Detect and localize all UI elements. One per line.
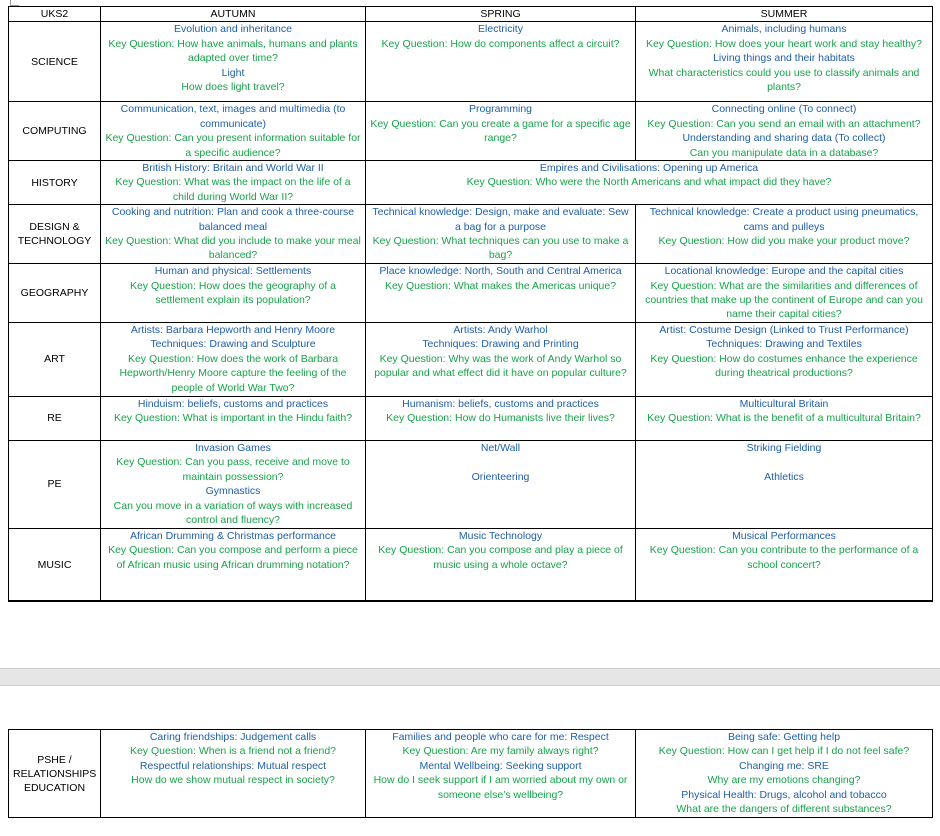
subject-label: PE <box>9 440 101 528</box>
spring-summer-cell <box>366 161 933 205</box>
topic-text: Cooking and nutrition: Plan and cook a three-course balanced meal <box>111 206 355 233</box>
column-header-autumn: AUTUMN <box>101 7 366 22</box>
summer-cell <box>636 730 933 818</box>
key-question-text: Key Question: Why was the work of Andy Warhol so popular and what effect did it have on popular culture? <box>374 352 627 380</box>
key-question-text: Key Question: How does your heart work and stay healthy? <box>645 37 923 50</box>
key-question-text: How does light travel? <box>181 81 285 94</box>
key-question-text: Key Question: How do costumes enhance the experience during theatrical productions? <box>650 352 918 380</box>
subject-row-art <box>9 322 933 396</box>
column-header-spring: SPRING <box>366 7 636 22</box>
subject-label: MUSIC <box>9 528 101 601</box>
spring-cell <box>366 205 636 264</box>
header-row <box>9 7 933 22</box>
topic-text <box>640 455 928 469</box>
autumn-cell <box>101 322 366 396</box>
key-question-text: Key Question: How do Humanists live their lives? <box>386 412 615 425</box>
subject-label: PSHE / RELATIONSHIPS EDUCATION <box>9 730 101 818</box>
key-question-text: Key Question: Can you present information suitable for a specific audience? <box>105 132 361 159</box>
topic-text: Artists: Andy Warhol <box>453 323 548 336</box>
subject-row-design-technology <box>9 205 933 264</box>
autumn-cell <box>101 102 366 161</box>
subject-label: DESIGN & TECHNOLOGY <box>9 205 101 264</box>
autumn-cell <box>101 264 366 323</box>
subject-label: ART <box>9 322 101 396</box>
topic-text: Net/Wall <box>480 441 521 454</box>
topic-text: Techniques: Drawing and Textiles <box>706 338 862 351</box>
key-question-text: Can you move in a variation of ways with increased control and fluency? <box>113 499 353 526</box>
key-question-text: Key Question: What is important in the Hindu faith? <box>113 412 353 425</box>
topic-text: Humanism: beliefs, customs and practices <box>402 397 599 410</box>
key-question-text: Key Question: What makes the Americas unique? <box>384 279 617 292</box>
topic-text: Place knowledge: North, South and Central America <box>379 265 622 278</box>
topic-text: Techniques: Drawing and Printing <box>422 338 579 351</box>
key-question-text: Key Question: Can you compose and perform a piece of African music using African drumming notation? <box>108 544 358 571</box>
summer-cell <box>636 205 933 264</box>
topic-text: British History: Britain and World War II <box>142 162 324 175</box>
topic-text: Multicultural Britain <box>739 397 829 410</box>
key-question-text: How do we show mutual respect in society? <box>131 774 335 787</box>
topic-text: Families and people who care for me: Respect <box>392 731 609 743</box>
key-question-text: Key Question: What is the benefit of a multicultural Britain? <box>647 412 921 425</box>
topic-text: Artists: Barbara Hepworth and Henry Moore <box>130 323 336 336</box>
spring-cell <box>366 264 636 323</box>
topic-text: Changing me: SRE <box>739 759 829 772</box>
key-question-text: Why are my emotions changing? <box>707 774 861 787</box>
spring-cell <box>366 396 636 440</box>
topic-text: Artist: Costume Design (Linked to Trust Performance) <box>659 323 909 336</box>
pshe-table <box>8 729 933 818</box>
spring-cell <box>366 528 636 601</box>
key-question-text: Key Question: How can I get help if I do not feel safe? <box>658 745 910 758</box>
topic-text: African Drumming & Christmas performance <box>130 529 336 542</box>
topic-text: Technical knowledge: Create a product using pneumatics, cams and pulleys <box>649 206 919 233</box>
subject-label: RE <box>9 396 101 440</box>
autumn-cell <box>101 22 366 102</box>
topic-text: Empires and Civilisations: Opening up America <box>539 162 759 175</box>
subject-label: COMPUTING <box>9 102 101 161</box>
key-question-text: Key Question: Can you send an email with an attachment? <box>647 117 921 130</box>
autumn-cell <box>101 528 366 601</box>
key-question-text: Key Question: How have animals, humans and plants adapted over time? <box>108 37 358 65</box>
key-question-text: Key Question: Are my family always right? <box>402 745 599 758</box>
topic-text: Understanding and sharing data (To collect) <box>682 132 886 145</box>
autumn-cell <box>101 440 366 528</box>
topic-text: Evolution and inheritance <box>174 23 292 36</box>
summer-cell <box>636 22 933 102</box>
summer-cell <box>636 322 933 396</box>
subject-label: HISTORY <box>9 161 101 205</box>
key-question-text: Key Question: Can you create a game for a specific age range? <box>370 117 631 145</box>
key-question-text: Key Question: How does the geography of a settlement explain its population? <box>129 279 337 307</box>
spring-cell <box>366 440 636 528</box>
key-question-text: Key Question: Can you compose and play a piece of music using a whole octave? <box>378 544 623 571</box>
key-question-text: Can you manipulate data in a database? <box>689 146 879 159</box>
key-question-text: Key Question: When is a friend not a friend? <box>129 745 337 758</box>
topic-text: Orienteering <box>471 470 530 483</box>
key-question-text: What characteristics could you use to classify animals and plants? <box>648 66 920 94</box>
curriculum-table <box>8 6 933 602</box>
autumn-cell <box>101 161 366 205</box>
spring-cell <box>366 322 636 396</box>
topic-text: Respectful relationships: Mutual respect <box>139 759 327 772</box>
summer-cell <box>636 264 933 323</box>
spring-cell <box>366 22 636 102</box>
topic-text: Athletics <box>764 470 804 483</box>
topic-text: Striking Fielding <box>746 441 822 454</box>
key-question-text: Key Question: What did you include to make your meal balanced? <box>105 235 361 262</box>
topic-text: Gymnastics <box>205 485 261 498</box>
topic-text: Programming <box>468 103 533 116</box>
topic-text: Invasion Games <box>195 441 271 454</box>
key-question-text: Key Question: How did you make your product move? <box>658 235 910 248</box>
topic-text: Physical Health: Drugs, alcohol and tobacco <box>681 788 887 801</box>
key-question-text: Key Question: What techniques can you use to make a bag? <box>372 235 629 262</box>
spring-cell <box>366 730 636 818</box>
autumn-cell <box>101 205 366 264</box>
subject-row-computing <box>9 102 933 161</box>
topic-text: Technical knowledge: Design, make and evaluate: Sew a bag for a purpose <box>372 206 629 233</box>
topic-text: Musical Performances <box>732 529 836 542</box>
topic-text: Music Technology <box>458 529 543 542</box>
summer-cell <box>636 102 933 161</box>
key-question-text: Key Question: What are the similarities and differences of countries that make up the continent of Europe and can you name their capital cities? <box>645 279 923 321</box>
topic-text: Animals, including humans <box>721 23 847 36</box>
key-question-text: Key Question: Who were the North Americans and what impact did they have? <box>466 176 832 189</box>
key-question-text: Key Question: How do components affect a circuit? <box>381 37 620 50</box>
topic-text: Electricity <box>478 23 523 36</box>
key-question-text: What are the dangers of different substances? <box>676 803 892 816</box>
subject-row-re <box>9 396 933 440</box>
key-question-text: How do I seek support if I am worried about my own or someone else’s wellbeing? <box>373 774 628 801</box>
subject-label: GEOGRAPHY <box>9 264 101 323</box>
autumn-cell <box>101 396 366 440</box>
summer-cell <box>636 440 933 528</box>
topic-text: Human and physical: Settlements <box>154 265 312 278</box>
subject-row-history <box>9 161 933 205</box>
topic-text: Light <box>221 66 245 79</box>
topic-text: Techniques: Drawing and Sculpture <box>150 338 316 351</box>
topic-text: Locational knowledge: Europe and the capital cities <box>664 265 904 278</box>
subject-row-pshe <box>9 730 933 818</box>
topic-text: Communication, text, images and multimedia (to communicate) <box>120 103 346 130</box>
topic-text: Hinduism: beliefs, customs and practices <box>137 397 329 410</box>
topic-text: Mental Wellbeing: Seeking support <box>419 759 582 772</box>
topic-text: Connecting online (To connect) <box>711 103 857 116</box>
autumn-cell <box>101 730 366 818</box>
subject-row-music <box>9 528 933 601</box>
spring-cell <box>366 102 636 161</box>
subject-row-science <box>9 22 933 102</box>
subject-label: SCIENCE <box>9 22 101 102</box>
topic-text: Caring friendships: Judgement calls <box>149 731 317 743</box>
key-question-text: Key Question: What was the impact on the life of a child during World War II? <box>115 176 351 203</box>
topic-text <box>370 455 631 469</box>
summer-cell <box>636 528 933 601</box>
column-header-uks2: UKS2 <box>9 7 101 22</box>
key-question-text: Key Question: Can you contribute to the performance of a school concert? <box>649 544 919 571</box>
key-question-text: Key Question: Can you pass, receive and move to maintain possession? <box>116 456 350 483</box>
topic-text: Being safe: Getting help <box>727 731 841 743</box>
page-break <box>0 668 940 686</box>
summer-cell <box>636 396 933 440</box>
subject-row-pe <box>9 440 933 528</box>
subject-row-geography <box>9 264 933 323</box>
column-header-summer: SUMMER <box>636 7 933 22</box>
topic-text: Living things and their habitats <box>713 52 855 65</box>
key-question-text: Key Question: How does the work of Barbara Hepworth/Henry Moore capture the feeling of the people of World War Two? <box>119 352 347 394</box>
